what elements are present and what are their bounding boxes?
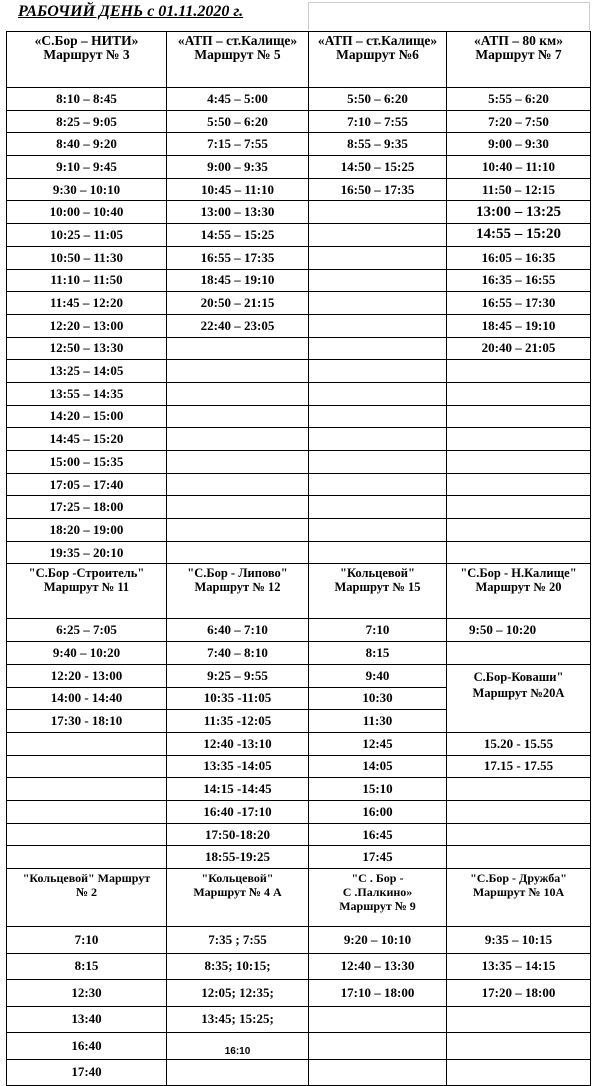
- time-cell: 12:40 – 13:30: [309, 954, 447, 981]
- time-cell: 16:35 – 16:55: [447, 270, 591, 293]
- time-cell: 16:40: [7, 1033, 167, 1060]
- time-cell: 12:20 - 13:00: [7, 665, 167, 688]
- empty-cell: [447, 778, 591, 801]
- time-cell: 17:50-18:20: [167, 824, 309, 847]
- time-cell: 17:30 - 18:10: [7, 710, 167, 733]
- time-cell: 9:20 – 10:10: [309, 927, 447, 954]
- empty-cell: [447, 406, 591, 429]
- time-cell: 16:55 – 17:35: [167, 247, 309, 270]
- time-cell: 6:40 – 7:10: [167, 619, 309, 642]
- time-cell: 9:40 – 10:20: [7, 642, 167, 665]
- empty-cell: [167, 383, 309, 406]
- empty-cell: [309, 315, 447, 338]
- empty-cell: [167, 451, 309, 474]
- time-cell: 10:00 – 10:40: [7, 201, 167, 224]
- empty-cell: [309, 1033, 447, 1060]
- empty-cell: [309, 428, 447, 451]
- time-cell: 14:20 – 15:00: [7, 406, 167, 429]
- time-cell: 17:25 – 18:00: [7, 496, 167, 519]
- time-cell: 13:35 – 14:15: [447, 954, 591, 981]
- route-header: «АТП – 80 км» Маршрут № 7: [447, 32, 591, 88]
- block-1: [7, 32, 591, 564]
- route-header: "С.Бор - Н.Калище" Маршрут № 20: [447, 564, 591, 619]
- time-cell: 7:15 – 7:55: [167, 133, 309, 156]
- empty-cell: [447, 451, 591, 474]
- empty-cell: [447, 383, 591, 406]
- time-cell: 13:00 – 13:30: [167, 201, 309, 224]
- empty-cell: [167, 474, 309, 497]
- time-cell: 5:50 – 6:20: [309, 88, 447, 111]
- time-cell: 14:55 – 15:25: [167, 224, 309, 247]
- time-cell: 8:55 – 9:35: [309, 133, 447, 156]
- empty-cell: [447, 1007, 591, 1034]
- time-cell: 16:40 -17:10: [167, 801, 309, 824]
- time-cell: 20:50 – 21:15: [167, 292, 309, 315]
- route-header: "Кольцевой" Маршрут № 15: [309, 564, 447, 619]
- empty-cell: [309, 1007, 447, 1034]
- empty-cell: [7, 756, 167, 779]
- time-cell: 8:25 – 9:05: [7, 111, 167, 134]
- empty-cell: [309, 519, 447, 542]
- empty-cell: [309, 338, 447, 361]
- empty-cell: [309, 1060, 447, 1086]
- time-cell: 10:30: [309, 688, 447, 711]
- time-cell: 9:00 – 9:30: [447, 133, 591, 156]
- time-cell: 15.20 - 15.55: [447, 733, 591, 756]
- time-cell: 15:10: [309, 778, 447, 801]
- empty-cell: [167, 496, 309, 519]
- time-cell: 7:10: [7, 927, 167, 954]
- time-cell: 8:10 – 8:45: [7, 88, 167, 111]
- empty-cell: [7, 778, 167, 801]
- empty-cell: [447, 519, 591, 542]
- empty-cell: [309, 406, 447, 429]
- time-cell: 18:45 – 19:10: [447, 315, 591, 338]
- time-cell: 10:45 – 11:10: [167, 179, 309, 202]
- time-cell: 16:05 – 16:35: [447, 247, 591, 270]
- empty-cell: [447, 846, 591, 869]
- empty-cell: [447, 642, 591, 665]
- empty-cell: [7, 824, 167, 847]
- time-cell: 8:35; 10:15;: [167, 954, 309, 981]
- empty-cell: [309, 542, 447, 565]
- time-cell: 17:40: [7, 1060, 167, 1086]
- empty-cell: [309, 496, 447, 519]
- time-cell: 14:00 - 14:40: [7, 688, 167, 711]
- time-cell: 10:25 – 11:05: [7, 224, 167, 247]
- page-title: РАБОЧИЙ ДЕНЬ с 01.11.2020 г.: [18, 3, 244, 20]
- empty-cell: [309, 292, 447, 315]
- time-cell: 10:50 – 11:30: [7, 247, 167, 270]
- block-3: [7, 869, 591, 1086]
- empty-cell: [167, 406, 309, 429]
- time-cell: 13:45; 15:25;: [167, 1007, 309, 1034]
- time-cell: 7:20 – 7:50: [447, 111, 591, 134]
- time-cell: 11:10 – 11:50: [7, 270, 167, 293]
- time-cell: 9:35 – 10:15: [447, 927, 591, 954]
- empty-cell: [167, 360, 309, 383]
- time-cell: 13:35 -14:05: [167, 756, 309, 779]
- empty-cell: [7, 846, 167, 869]
- time-cell: 9:00 – 9:35: [167, 156, 309, 179]
- time-cell: 8:15: [309, 642, 447, 665]
- empty-cell: [447, 542, 591, 565]
- time-cell: 12:50 – 13:30: [7, 338, 167, 361]
- empty-cell: [447, 1060, 591, 1086]
- empty-cell: [309, 360, 447, 383]
- time-cell: 13:40: [7, 1007, 167, 1034]
- time-cell: 13:55 – 14:35: [7, 383, 167, 406]
- time-cell: 10:40 – 11:10: [447, 156, 591, 179]
- empty-cell: [309, 270, 447, 293]
- time-cell: 5:50 – 6:20: [167, 111, 309, 134]
- time-cell: 17:10 – 18:00: [309, 980, 447, 1007]
- empty-cell: [309, 474, 447, 497]
- time-cell: 13:25 – 14:05: [7, 360, 167, 383]
- time-cell: 14:45 – 15:20: [7, 428, 167, 451]
- empty-cell: [167, 519, 309, 542]
- empty-cell: [167, 338, 309, 361]
- time-cell: 12:45: [309, 733, 447, 756]
- route-header: «АТП – ст.Калище» Маршрут №6: [309, 32, 447, 88]
- route-header: "Кольцевой" Маршрут № 4 А: [167, 869, 309, 927]
- time-cell: 17:20 – 18:00: [447, 980, 591, 1007]
- empty-cell: [447, 1033, 591, 1060]
- title-frame: [308, 2, 590, 30]
- time-cell: 11:35 -12:05: [167, 710, 309, 733]
- time-cell: 11:30: [309, 710, 447, 733]
- route-header: "С . Бор - С .Палкино» Маршрут № 9: [309, 869, 447, 927]
- time-cell: 12:05; 12:35;: [167, 980, 309, 1007]
- time-cell: 8:15: [7, 954, 167, 981]
- time-cell: 12:30: [7, 980, 167, 1007]
- time-cell: 16:10: [167, 1033, 309, 1060]
- time-cell: 10:35 -11:05: [167, 688, 309, 711]
- empty-cell: [309, 247, 447, 270]
- time-cell: 9:25 – 9:55: [167, 665, 309, 688]
- empty-cell: [309, 451, 447, 474]
- empty-cell: [447, 824, 591, 847]
- time-cell: 17:05 – 17:40: [7, 474, 167, 497]
- time-cell: 17:45: [309, 846, 447, 869]
- time-cell: 17.15 - 17.55: [447, 756, 591, 779]
- time-cell: 15:00 – 15:35: [7, 451, 167, 474]
- route-header: "С.Бор - Липово" Маршрут № 12: [167, 564, 309, 619]
- empty-cell: [447, 428, 591, 451]
- time-cell: 18:20 – 19:00: [7, 519, 167, 542]
- empty-cell: [447, 496, 591, 519]
- empty-cell: [167, 428, 309, 451]
- route-header: "С.Бор -Строитель" Маршрут № 11: [7, 564, 167, 619]
- time-cell: 14:15 -14:45: [167, 778, 309, 801]
- route-header: «С.Бор – НИТИ» Маршрут № 3: [7, 32, 167, 88]
- time-cell: 19:35 – 20:10: [7, 542, 167, 565]
- time-cell: 9:50 – 10:20: [447, 619, 591, 642]
- time-cell: 7:35 ; 7:55: [167, 927, 309, 954]
- empty-cell: [167, 1060, 309, 1086]
- empty-cell: [309, 224, 447, 247]
- time-cell: 14:55 – 15:20: [447, 224, 591, 247]
- route-header: "С.Бор - Дружба" Маршрут № 10А: [447, 869, 591, 927]
- schedule-table: [6, 31, 591, 1086]
- time-cell: 9:30 – 10:10: [7, 179, 167, 202]
- empty-cell: [7, 801, 167, 824]
- time-cell: 16:50 – 17:35: [309, 179, 447, 202]
- time-cell: 7:40 – 8:10: [167, 642, 309, 665]
- time-cell: 16:55 – 17:30: [447, 292, 591, 315]
- time-cell: 7:10 – 7:55: [309, 111, 447, 134]
- time-cell: 5:55 – 6:20: [447, 88, 591, 111]
- empty-cell: [447, 360, 591, 383]
- empty-cell: [447, 474, 591, 497]
- time-cell: 13:00 – 13:25: [447, 201, 591, 224]
- time-cell: 18:55-19:25: [167, 846, 309, 869]
- time-cell: 18:45 – 19:10: [167, 270, 309, 293]
- time-cell: 22:40 – 23:05: [167, 315, 309, 338]
- time-cell: 6:25 – 7:05: [7, 619, 167, 642]
- time-cell: 9:40: [309, 665, 447, 688]
- empty-cell: [309, 383, 447, 406]
- route-header: "Кольцевой" Маршрут № 2: [7, 869, 167, 927]
- time-cell: 7:10: [309, 619, 447, 642]
- time-cell: 11:50 – 12:15: [447, 179, 591, 202]
- block-2: [7, 564, 591, 869]
- time-cell: 16:00: [309, 801, 447, 824]
- empty-cell: [309, 201, 447, 224]
- route-header: «АТП – ст.Калище» Маршрут № 5: [167, 32, 309, 88]
- time-cell: 8:40 – 9:20: [7, 133, 167, 156]
- empty-cell: [7, 733, 167, 756]
- time-cell: 16:45: [309, 824, 447, 847]
- time-cell: 20:40 – 21:05: [447, 338, 591, 361]
- time-cell: 12:20 – 13:00: [7, 315, 167, 338]
- empty-cell: [447, 801, 591, 824]
- time-cell: 14:05: [309, 756, 447, 779]
- time-cell: 11:45 – 12:20: [7, 292, 167, 315]
- time-cell: 4:45 – 5:00: [167, 88, 309, 111]
- time-cell: 14:50 – 15:25: [309, 156, 447, 179]
- empty-cell: [167, 542, 309, 565]
- time-cell: 12:40 -13:10: [167, 733, 309, 756]
- route-header-20a: С.Бор-Коваши" Маршрут №20А: [447, 665, 591, 733]
- time-cell: 9:10 – 9:45: [7, 156, 167, 179]
